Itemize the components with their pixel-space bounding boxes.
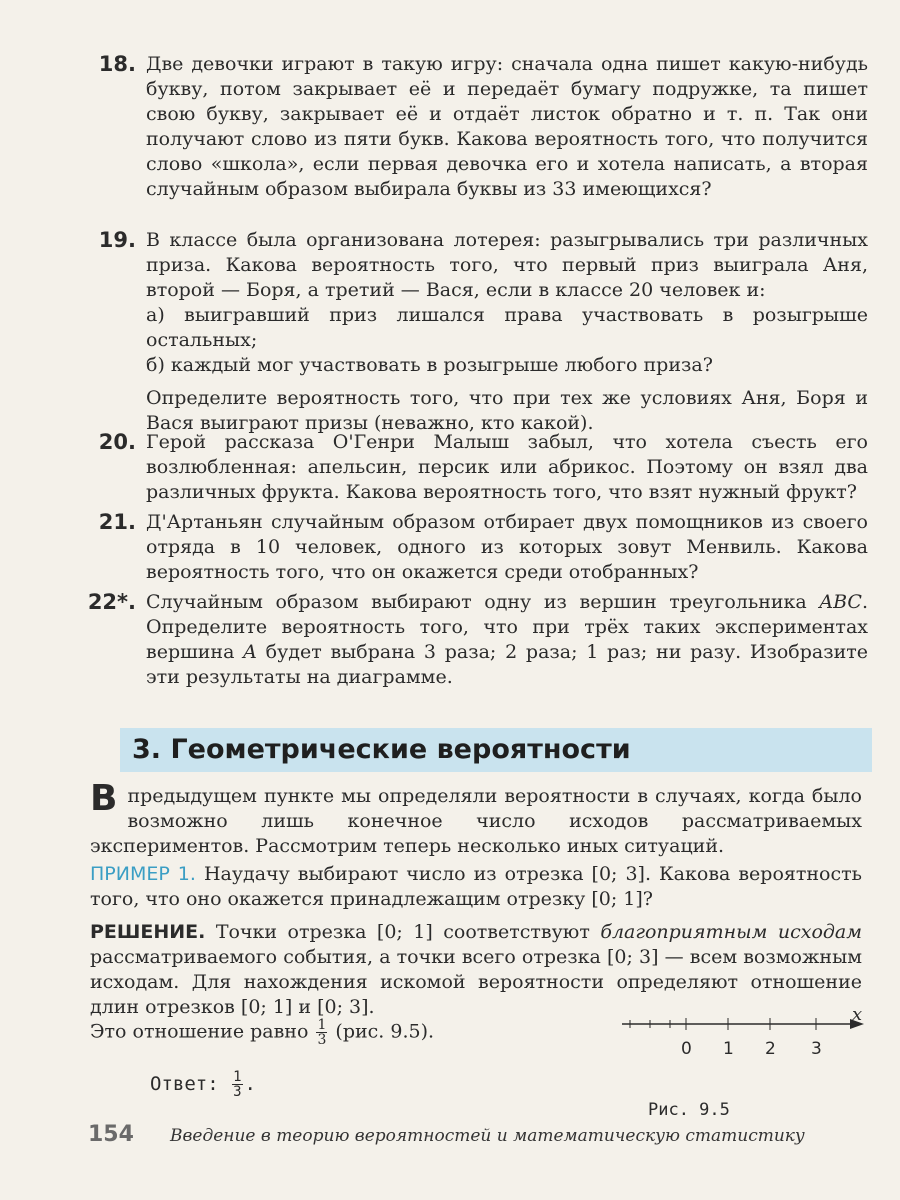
- answer-label: Ответ:: [150, 1073, 219, 1095]
- problem-number: 19.: [98, 228, 136, 252]
- problem-20: [96, 430, 868, 505]
- vertex-label: A: [243, 641, 257, 663]
- dropcap: В: [90, 778, 118, 819]
- example-paragraph: [90, 862, 862, 912]
- solution-paragraph: [90, 920, 862, 1020]
- problem-22: [87, 590, 868, 690]
- number-line: [620, 1010, 870, 1070]
- problem-extra: Определите вероятность того, что при тех же условиях Аня, Боря и Вася выиграют призы (неважно, кто какой).: [146, 387, 868, 434]
- ratio-ref: (рис. 9.5).: [335, 1020, 435, 1043]
- solution-text-2: рассматриваемого события, а точки всего отрезка [0; 3] — всем возможным исходам. Для нахождения искомой вероятности определяют отношение длин отрезков [0; 1] и [0; 3].: [90, 946, 862, 1018]
- section-title: 3. Геометрические вероятности: [120, 728, 872, 772]
- example-text: Наудачу выбирают число из отрезка [0; 3]. Какова вероятность того, что оно окажется принадлежащим отрезку [0; 1]?: [90, 863, 862, 910]
- problem-text: Две девочки играют в такую игру: сначала одна пишет какую-нибудь букву, потом закрывает её и передаёт бумагу подружке, та пишет свою букву, закрывает её и отдаёт листок обратно и т. п. Так они получают слово из пяти букв. Какова вероятность того, что получится слово «школа», если первая девочка его и хотела написать, а вторая случайным образом выбирала буквы из 33 имеющихся?: [146, 53, 868, 200]
- solution-italic: благоприятным исходам: [600, 921, 863, 943]
- axis-tick-label: 2: [765, 1039, 776, 1059]
- ratio-fraction: $\frac{1}{3}$: [317, 1017, 327, 1048]
- problem-18: [96, 52, 868, 202]
- problem-19: [96, 228, 868, 436]
- solution-text-1: Точки отрезка [0; 1] соответствуют: [215, 921, 590, 943]
- answer-line: Ответ: $\frac{1}{3}$ .: [150, 1069, 256, 1100]
- problem-item-b: б) каждый мог участвовать в розыгрыше любого приза?: [146, 354, 713, 376]
- problem-number: 22*.: [87, 590, 136, 614]
- problem-text: Герой рассказа О'Генри Малыш забыл, что хотела съесть его возлюбленная: апельсин, персик или абрикос. Поэтому он взял два различных фрукта. Какова вероятность того, что взят нужный фрукт?: [146, 431, 868, 503]
- answer-fraction: $\frac{1}{3}$: [233, 1069, 242, 1100]
- axis-tick-label: 3: [811, 1039, 822, 1059]
- figure-caption: Рис. 9.5: [648, 1100, 730, 1120]
- running-footer: Введение в теорию вероятностей и математическую статистику: [170, 1126, 805, 1146]
- number-line-figure: [620, 1010, 870, 1070]
- triangle-label: ABC: [819, 591, 862, 613]
- problem-number: 20.: [98, 430, 136, 454]
- problem-text: Д'Артаньян случайным образом отбирает двух помощников из своего отряда в 10 человек, одного из которых зовут Менвиль. Какова вероятность того, что он окажется среди отобранных?: [146, 511, 868, 583]
- axis-label: x: [852, 1010, 863, 1025]
- axis-tick-label: 1: [723, 1039, 734, 1059]
- intro-paragraph: [90, 778, 862, 859]
- page-number: 154: [88, 1122, 134, 1147]
- ratio-text: Это отношение равно: [90, 1020, 309, 1043]
- problem-text: Случайным образом выбирают одну из вершин треугольника ABC. Определите вероятность того, что при трёх таких экспериментах вершина A будет выбрана 3 раза; 2 раза; 1 раз; ни разу. Изобразите эти результаты на диаграмме.: [146, 591, 868, 688]
- problem-item-a: а) выигравший приз лишался права участвовать в розыгрыше остальных;: [146, 304, 868, 351]
- problem-21: [96, 510, 868, 585]
- solution-label: РЕШЕНИЕ.: [90, 921, 206, 943]
- ratio-line: [90, 1018, 610, 1047]
- example-label: ПРИМЕР 1.: [90, 863, 196, 885]
- axis-tick-label: 0: [681, 1039, 692, 1059]
- problem-number: 21.: [98, 510, 136, 534]
- intro-text: предыдущем пункте мы определяли вероятности в случаях, когда было возможно лишь конечное число исходов рассматриваемых экспериментов. Рассмотрим теперь несколько иных ситуаций.: [90, 785, 862, 857]
- problem-text: В классе была организована лотерея: разыгрывались три различных приза. Какова вероятность того, что первый приз выиграла Аня, второй — Боря, а третий — Вася, если в классе 20 человек и:: [146, 229, 868, 301]
- problem-number: 18.: [98, 52, 136, 76]
